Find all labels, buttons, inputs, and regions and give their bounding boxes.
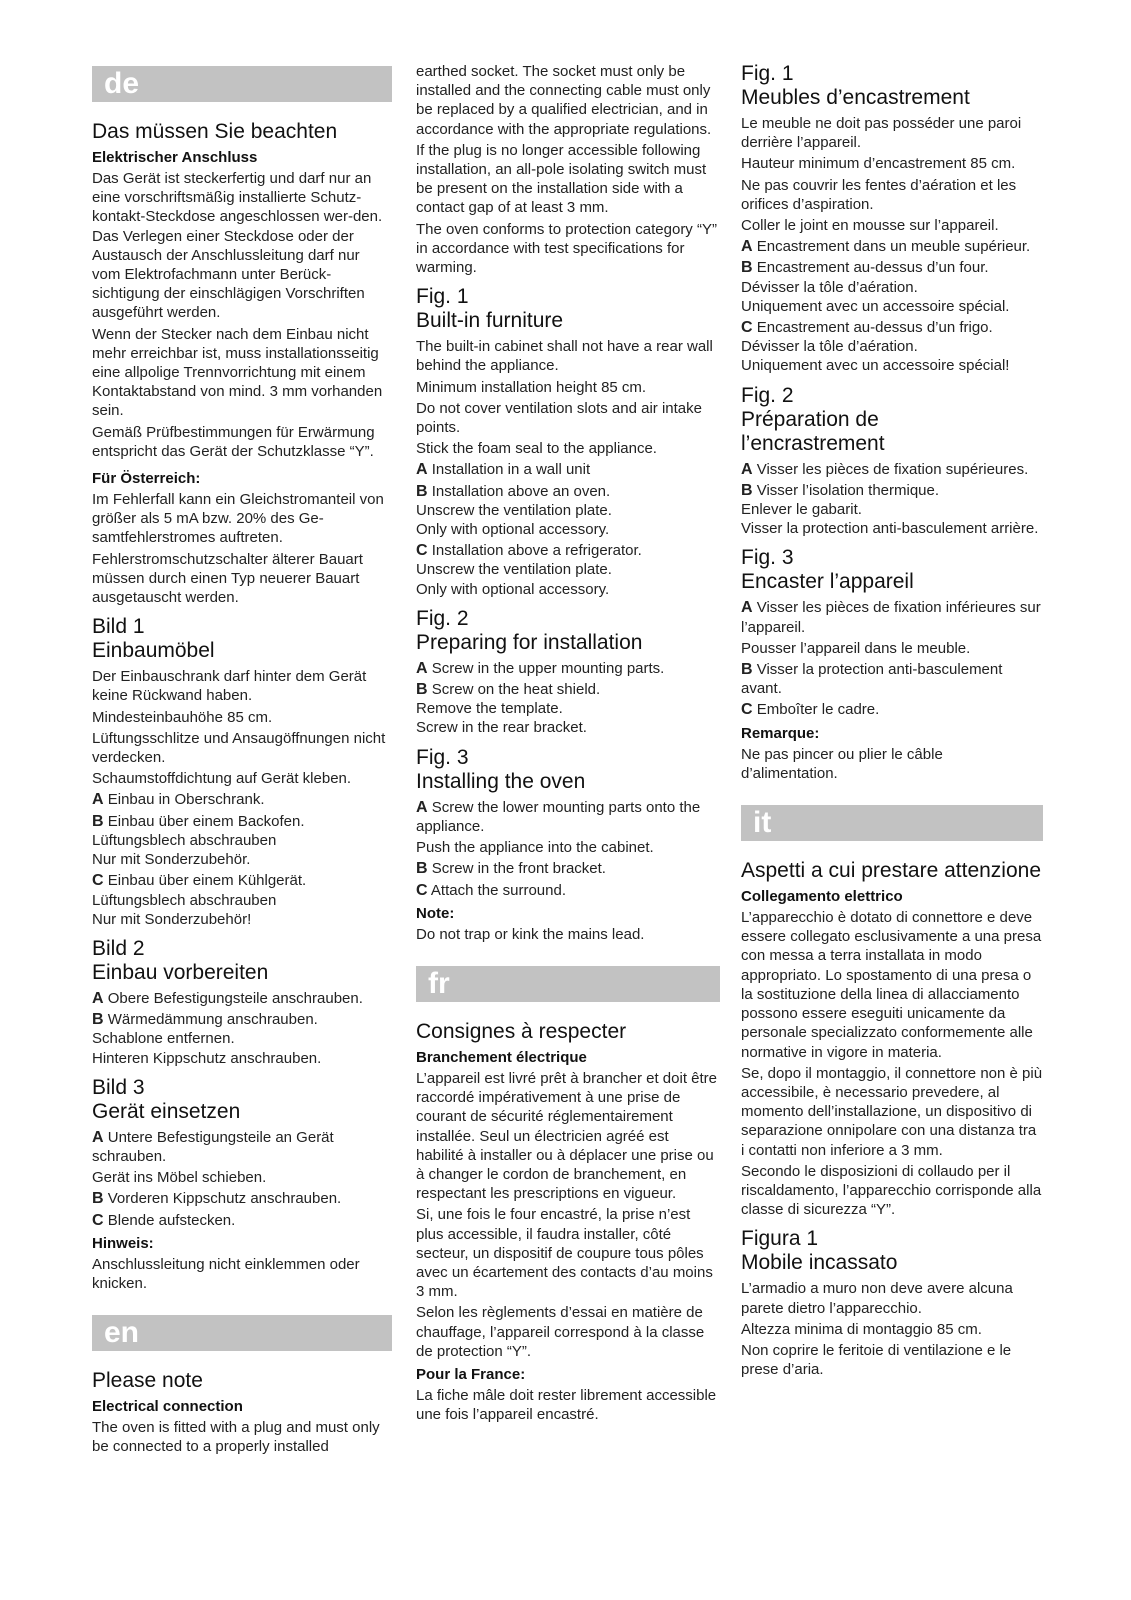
subheading-electrical: Electrical connection bbox=[92, 1398, 243, 1416]
step-a: A Einbau in Oberschrank. bbox=[92, 791, 265, 809]
paragraph: Ne pas couvrir les fentes d’aération et les orifices d’aspiration. bbox=[741, 176, 1017, 213]
step-c: C Emboîter le cadre. bbox=[741, 701, 880, 719]
step-a: A Obere Befestigungsteile anschrauben. bbox=[92, 989, 363, 1007]
paragraph: Minimum installation height 85 cm. bbox=[416, 378, 647, 396]
subheading-electrical: Branchement électrique bbox=[416, 1048, 587, 1066]
paragraph: Pousser l’appareil dans le meuble. bbox=[741, 639, 971, 657]
step-a: A Untere Befestigungsteile an Gerät schrauben. bbox=[92, 1128, 334, 1165]
note-heading: Hinweis: bbox=[92, 1234, 154, 1252]
paragraph: Non coprire le feritoie di ventilazione e le prese d’aria. bbox=[741, 1341, 1012, 1379]
section-title-en: Please note bbox=[92, 1369, 203, 1393]
subheading-electrical: Collegamento elettrico bbox=[741, 888, 903, 906]
paragraph: Altezza minima di montaggio 85 cm. bbox=[741, 1320, 982, 1338]
paragraph: Do not cover ventilation slots and air intake points. bbox=[416, 399, 702, 437]
step-a: A Visser les pièces de fixation supérieures. bbox=[741, 460, 1029, 478]
paragraph: Hauteur minimum d’encastrement 85 cm. bbox=[741, 155, 1016, 173]
step-b: B Screw on the heat shield. Remove the template. Screw in the rear bracket. bbox=[416, 681, 601, 737]
figure-heading-3: Bild 3 Gerät einsetzen bbox=[92, 1075, 241, 1123]
paragraph: Mindesteinbauhöhe 85 cm. bbox=[92, 708, 273, 726]
paragraph: Coller le joint en mousse sur l’appareil. bbox=[741, 217, 999, 235]
paragraph: Das Gerät ist steckerfertig und darf nur an eine vorschriftsmäßig installierte Schutz-kontakt-Steckdose angeschlossen wer-den. Das Verlegen einer Steckdose oder der Austausch der Anschlussleitung darf nur vom Elektrofachmann unter Berück-sichtigung der einschlägigen Vorschriften ausgeführt werden. bbox=[92, 170, 383, 322]
paragraph: If the plug is no longer accessible following installation, an all-pole isolating switch must be present on the installation side with a contact gap of at least 3 mm. bbox=[416, 141, 707, 217]
paragraph: Push the appliance into the cabinet. bbox=[416, 839, 654, 857]
subheading-electrical: Elektrischer Anschluss bbox=[92, 149, 258, 166]
note-text: Anschlussleitung nicht einklemmen oder knicken. bbox=[92, 1255, 360, 1292]
language-header-de: de bbox=[92, 66, 392, 102]
paragraph: L’apparecchio è dotato di connettore e deve essere collegato esclusivamente a una presa con messa a terra installata in modo appropriato. Lo spostamento di una presa o la sostituzione della linea di allacciamento possono essere eseguiti unicamente da personale specializzato conformemente alle normative in vigore in materia. bbox=[741, 909, 1042, 1061]
figure-heading-3: Fig. 3 Encaster l’appareil bbox=[741, 546, 914, 594]
paragraph: La fiche mâle doit rester librement accessible une fois l’appareil encastré. bbox=[416, 1386, 717, 1424]
figure-heading-1: Fig. 1 Built-in furniture bbox=[416, 285, 564, 333]
language-header-en: en bbox=[92, 1315, 392, 1351]
figure-heading-1: Bild 1 Einbaumöbel bbox=[92, 615, 215, 663]
step-c: C Installation above a refrigerator. Unscrew the ventilation plate. Only with optional accessory. bbox=[416, 542, 642, 598]
figure-heading-3: Fig. 3 Installing the oven bbox=[416, 745, 586, 793]
figure-heading-2: Fig. 2 Preparing for installation bbox=[416, 606, 643, 654]
step-b: B Einbau über einem Backofen. Lüftungsblech abschrauben Nur mit Sonderzubehör. bbox=[92, 812, 305, 869]
paragraph: Der Einbauschrank darf hinter dem Gerät keine Rückwand haben. bbox=[92, 668, 367, 705]
column-1 bbox=[92, 62, 392, 1459]
note-heading: Remarque: bbox=[741, 724, 820, 742]
step-a: A Screw the lower mounting parts onto the appliance. bbox=[416, 798, 701, 835]
section-title-fr: Consignes à respecter bbox=[416, 1019, 627, 1043]
column-2 bbox=[416, 62, 720, 1426]
figure-heading-1: Fig. 1 Meubles d’encastrement bbox=[741, 62, 970, 109]
note-text: Do not trap or kink the mains lead. bbox=[416, 925, 645, 943]
paragraph: Gemäß Prüfbestimmungen für Erwärmung entspricht das Gerät der Schutzklasse “Y”. bbox=[92, 423, 375, 460]
step-a: A Screw in the upper mounting parts. bbox=[416, 659, 665, 677]
paragraph: L’appareil est livré prêt à brancher et doit être raccordé impérativement à une prise de courant de sécurité réglementairement installée. Seul un électricien agréé est habilité à installer ou à déplacer une prise ou à changer le cordon de branchement, en respectant les prescriptions en vigueur. bbox=[416, 1069, 718, 1203]
section-title-it: Aspetti a cui prestare attenzione bbox=[741, 859, 1042, 883]
step-c: C Encastrement au-dessus d’un frigo. Dévisser la tôle d’aération. Uniquement avec un accessoire spécial! bbox=[741, 319, 1010, 375]
step-b: B Installation above an oven. Unscrew the ventilation plate. Only with optional accessory. bbox=[416, 482, 612, 539]
language-header-fr: fr bbox=[416, 966, 720, 1002]
section-title-de: Das müssen Sie beachten bbox=[92, 120, 338, 143]
paragraph: Si, une fois le four encastré, la prise n’est plus accessible, il faudra installer, côté secteur, un dispositif de coupure tous pôles avec un écartement des contacts d’au moins 3 mm. bbox=[416, 1206, 713, 1301]
step-c: C Einbau über einem Kühlgerät. Lüftungsblech abschrauben Nur mit Sonderzubehör! bbox=[92, 872, 307, 928]
paragraph: L’armadio a muro non deve avere alcuna parete dietro l’apparecchio. bbox=[741, 1280, 1013, 1317]
column-3 bbox=[741, 62, 1043, 1381]
paragraph: Le meuble ne doit pas posséder une paroi derrière l’appareil. bbox=[741, 115, 1022, 152]
step-b: B Screw in the front bracket. bbox=[416, 860, 606, 878]
paragraph: The built-in cabinet shall not have a rear wall behind the appliance. bbox=[416, 338, 713, 375]
subheading-france: Pour la France: bbox=[416, 1365, 526, 1383]
step-b: B Visser la protection anti-basculement avant. bbox=[741, 661, 1003, 698]
step-b: B Visser l’isolation thermique. Enlever le gabarit. Visser la protection anti-basculement arrière. bbox=[741, 481, 1039, 538]
paragraph: Lüftungsschlitze und Ansaugöffnungen nicht verdecken. bbox=[92, 729, 386, 767]
language-header-it: it bbox=[741, 805, 1043, 841]
step-b: B Encastrement au-dessus d’un four. Dévisser la tôle d’aération. Uniquement avec un accessoire spécial. bbox=[741, 259, 1010, 315]
step-a: A Visser les pièces de fixation inférieures sur l’appareil. bbox=[741, 599, 1041, 636]
paragraph: Im Fehlerfall kann ein Gleichstromanteil von größer als 5 mA bzw. 20% des Ge-samtfehlerstromes auftreten. bbox=[92, 491, 384, 547]
subheading-austria: Für Österreich: bbox=[92, 470, 201, 488]
paragraph: earthed socket. The socket must only be installed and the connecting cable must only be replaced by a qualified electrician, and in accordance with the appropriate regulations. bbox=[416, 63, 712, 138]
paragraph: Schaumstoffdichtung auf Gerät kleben. bbox=[92, 770, 352, 788]
step-b: B Vorderen Kippschutz anschrauben. bbox=[92, 1190, 342, 1208]
paragraph: Fehlerstromschutzschalter älterer Bauart müssen durch einen Typ neuerer Bauart ausgetauscht werden. bbox=[92, 550, 363, 607]
step-a: A Encastrement dans un meuble supérieur. bbox=[741, 238, 1031, 256]
paragraph: Wenn der Stecker nach dem Einbau nicht mehr erreichbar ist, muss installationsseitig eine allpolige Trennvorrichtung mit einem Kontaktabstand von mind. 3 mm vorhanden sein. bbox=[92, 325, 383, 420]
step-c: C Blende aufstecken. bbox=[92, 1211, 236, 1229]
paragraph: The oven conforms to protection category “Y” in accordance with test specifications for warming. bbox=[416, 220, 717, 277]
step-c: C Attach the surround. bbox=[416, 881, 566, 899]
paragraph: Stick the foam seal to the appliance. bbox=[416, 440, 657, 458]
figure-heading-1: Figura 1 Mobile incassato bbox=[741, 1227, 898, 1275]
paragraph: Secondo le disposizioni di collaudo per il riscaldamento, l’apparecchio corrisponde alla classe di sicurezza “Y”. bbox=[741, 1162, 1042, 1219]
step-a: A Installation in a wall unit bbox=[416, 461, 591, 479]
step-b: B Wärmedämmung anschrauben. Schablone entfernen. Hinteren Kippschutz anschrauben. bbox=[92, 1011, 322, 1067]
paragraph: Selon les règlements d’essai en matière de chauffage, l’appareil correspond à la classe de protection “Y”. bbox=[416, 1304, 705, 1360]
figure-heading-2: Fig. 2 Préparation de l’encrastrement bbox=[741, 383, 885, 455]
figure-heading-2: Bild 2 Einbau vorbereiten bbox=[92, 936, 269, 984]
note-text: Ne pas pincer ou plier le câble d’alimentation. bbox=[741, 745, 943, 782]
paragraph: The oven is fitted with a plug and must only be connected to a properly installed bbox=[92, 1419, 380, 1456]
note-heading: Note: bbox=[416, 904, 455, 922]
paragraph: Gerät ins Möbel schieben. bbox=[92, 1169, 267, 1187]
paragraph: Se, dopo il montaggio, il connettore non è più accessibile, è necessario prevedere, al momento dell’installazione, un dispositivo di separazione onnipolare con una distanza tra i contatti non inferiore a 3 mm. bbox=[741, 1064, 1043, 1159]
